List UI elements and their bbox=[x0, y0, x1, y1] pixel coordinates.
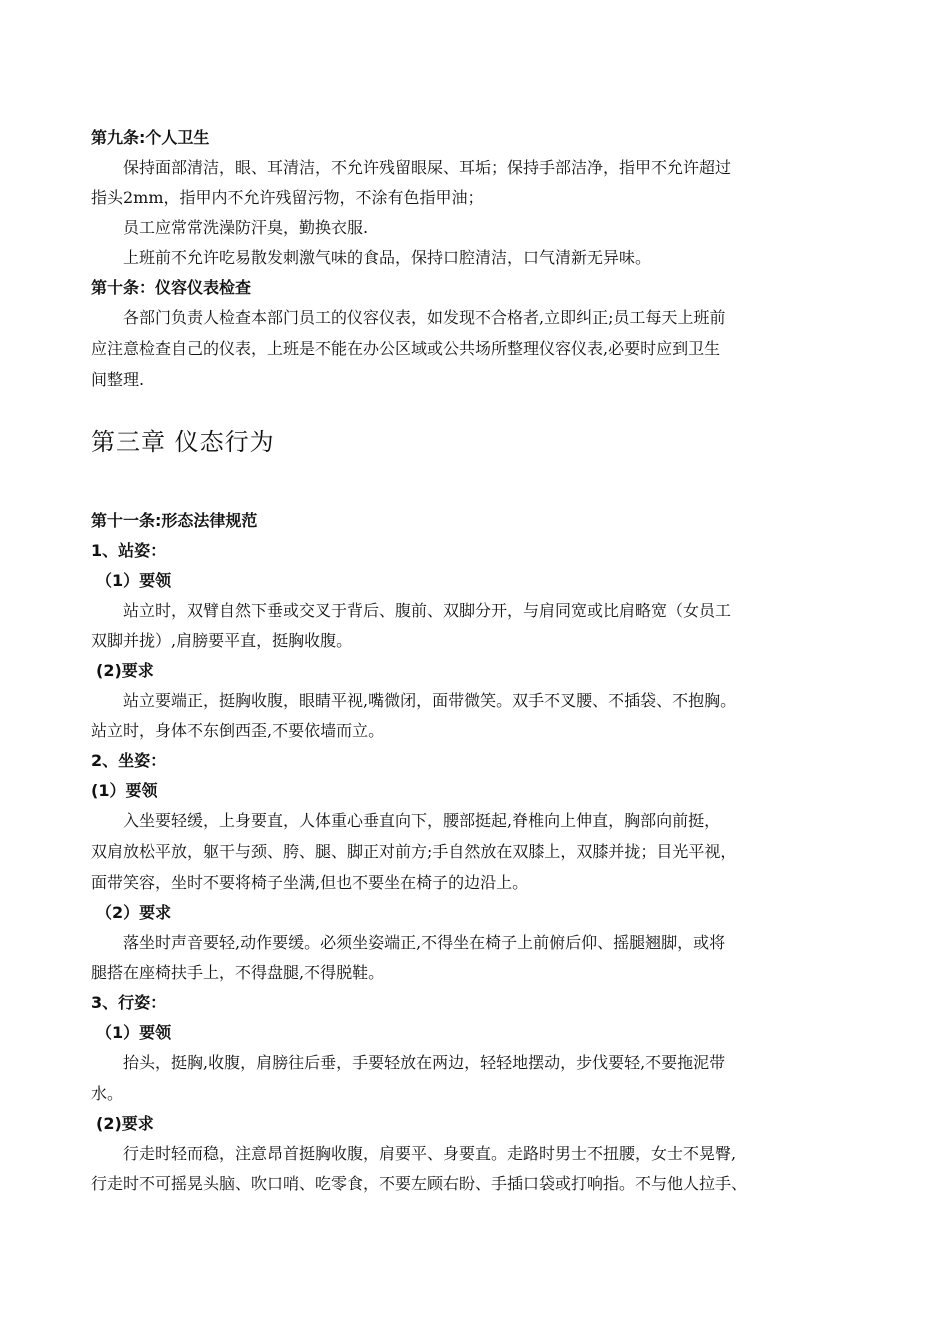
standing-essentials-line-2: 双脚并拢）,肩膀要平直，挺胸收腹。 bbox=[91, 631, 353, 650]
article-9-paragraph-1-line-2: 指头2mm，指甲内不允许残留污物，不涂有色指甲油； bbox=[91, 188, 484, 207]
standing-essentials-label: （1）要领 bbox=[96, 571, 172, 590]
walking-requirements-line-1: 行走时轻而稳，注意昂首挺胸收腹，肩要平、身要直。走路时男士不扭腰，女士不晃臀, bbox=[123, 1144, 737, 1163]
walking-posture-title: 3、行姿： bbox=[91, 993, 167, 1012]
article-10-line-2: 应注意检查自己的仪表，上班是不能在办公区域或公共场所整理仪容仪表,必要时应到卫生 bbox=[91, 339, 721, 358]
article-9-heading: 第九条:个人卫生 bbox=[91, 128, 210, 147]
walking-essentials-line-1: 抬头，挺胸,收腹，肩膀往后垂，手要轻放在两边，轻轻地摆动，步伐要轻,不要拖泥带 bbox=[123, 1053, 726, 1072]
sitting-essentials-line-2: 双肩放松平放，躯干与颈、胯、腿、脚正对前方;手自然放在双膝上，双膝并拢；目光平视， bbox=[91, 842, 737, 861]
sitting-essentials-line-1: 入坐要轻缓，上身要直，人体重心垂直向下，腰部挺起,脊椎向上伸直，胸部向前挺， bbox=[123, 811, 721, 830]
sitting-essentials-label: (1）要领 bbox=[91, 781, 158, 800]
standing-essentials-line-1: 站立时，双臂自然下垂或交叉于背后、腹前、双脚分开，与肩同宽或比肩略宽（女员工 bbox=[123, 601, 732, 620]
article-9-paragraph-1-line-1: 保持面部清洁，眼、耳清洁，不允许残留眼屎、耳垢；保持手部洁净，指甲不允许超过 bbox=[123, 158, 732, 177]
article-10-line-3: 间整理. bbox=[91, 370, 145, 389]
sitting-requirements-label: （2）要求 bbox=[96, 903, 172, 922]
article-10-heading: 第十条：仪容仪表检查 bbox=[91, 278, 252, 297]
standing-requirements-label: (2)要求 bbox=[96, 661, 154, 680]
article-9-paragraph-2: 员工应常常洗澡防汗臭，勤换衣服. bbox=[123, 218, 369, 237]
article-11-heading: 第十一条:形态法律规范 bbox=[91, 511, 258, 530]
article-10-line-1: 各部门负责人检查本部门员工的仪容仪表，如发现不合格者,立即纠正;员工每天上班前 bbox=[123, 308, 726, 327]
article-9-paragraph-3: 上班前不允许吃易散发刺激气味的食品，保持口腔清洁，口气清新无异味。 bbox=[123, 248, 652, 267]
chapter-3-title: 第三章 仪态行为 bbox=[91, 428, 275, 456]
sitting-essentials-line-3: 面带笑容，坐时不要将椅子坐满,但也不要坐在椅子的边沿上。 bbox=[91, 873, 529, 892]
walking-requirements-line-2: 行走时不可摇晃头脑、吹口哨、吃零食，不要左顾右盼、手插口袋或打响指。不与他人拉手、 bbox=[91, 1174, 748, 1193]
sitting-posture-title: 2、坐姿： bbox=[91, 751, 167, 770]
walking-requirements-label: (2)要求 bbox=[96, 1114, 154, 1133]
walking-essentials-label: （1）要领 bbox=[96, 1023, 172, 1042]
walking-essentials-line-2: 水。 bbox=[91, 1084, 124, 1103]
sitting-requirements-line-2: 腿搭在座椅扶手上，不得盘腿,不得脱鞋。 bbox=[91, 963, 385, 982]
standing-requirements-line-1: 站立要端正，挺胸收腹，眼睛平视,嘴微闭，面带微笑。双手不叉腰、不插袋、不抱胸。 bbox=[123, 691, 737, 710]
standing-posture-title: 1、站姿： bbox=[91, 541, 167, 560]
standing-requirements-line-2: 站立时，身体不东倒西歪,不要依墙而立。 bbox=[91, 721, 385, 740]
sitting-requirements-line-1: 落坐时声音要轻,动作要缓。必须坐姿端正,不得坐在椅子上前俯后仰、摇腿翘脚，或将 bbox=[123, 933, 726, 952]
